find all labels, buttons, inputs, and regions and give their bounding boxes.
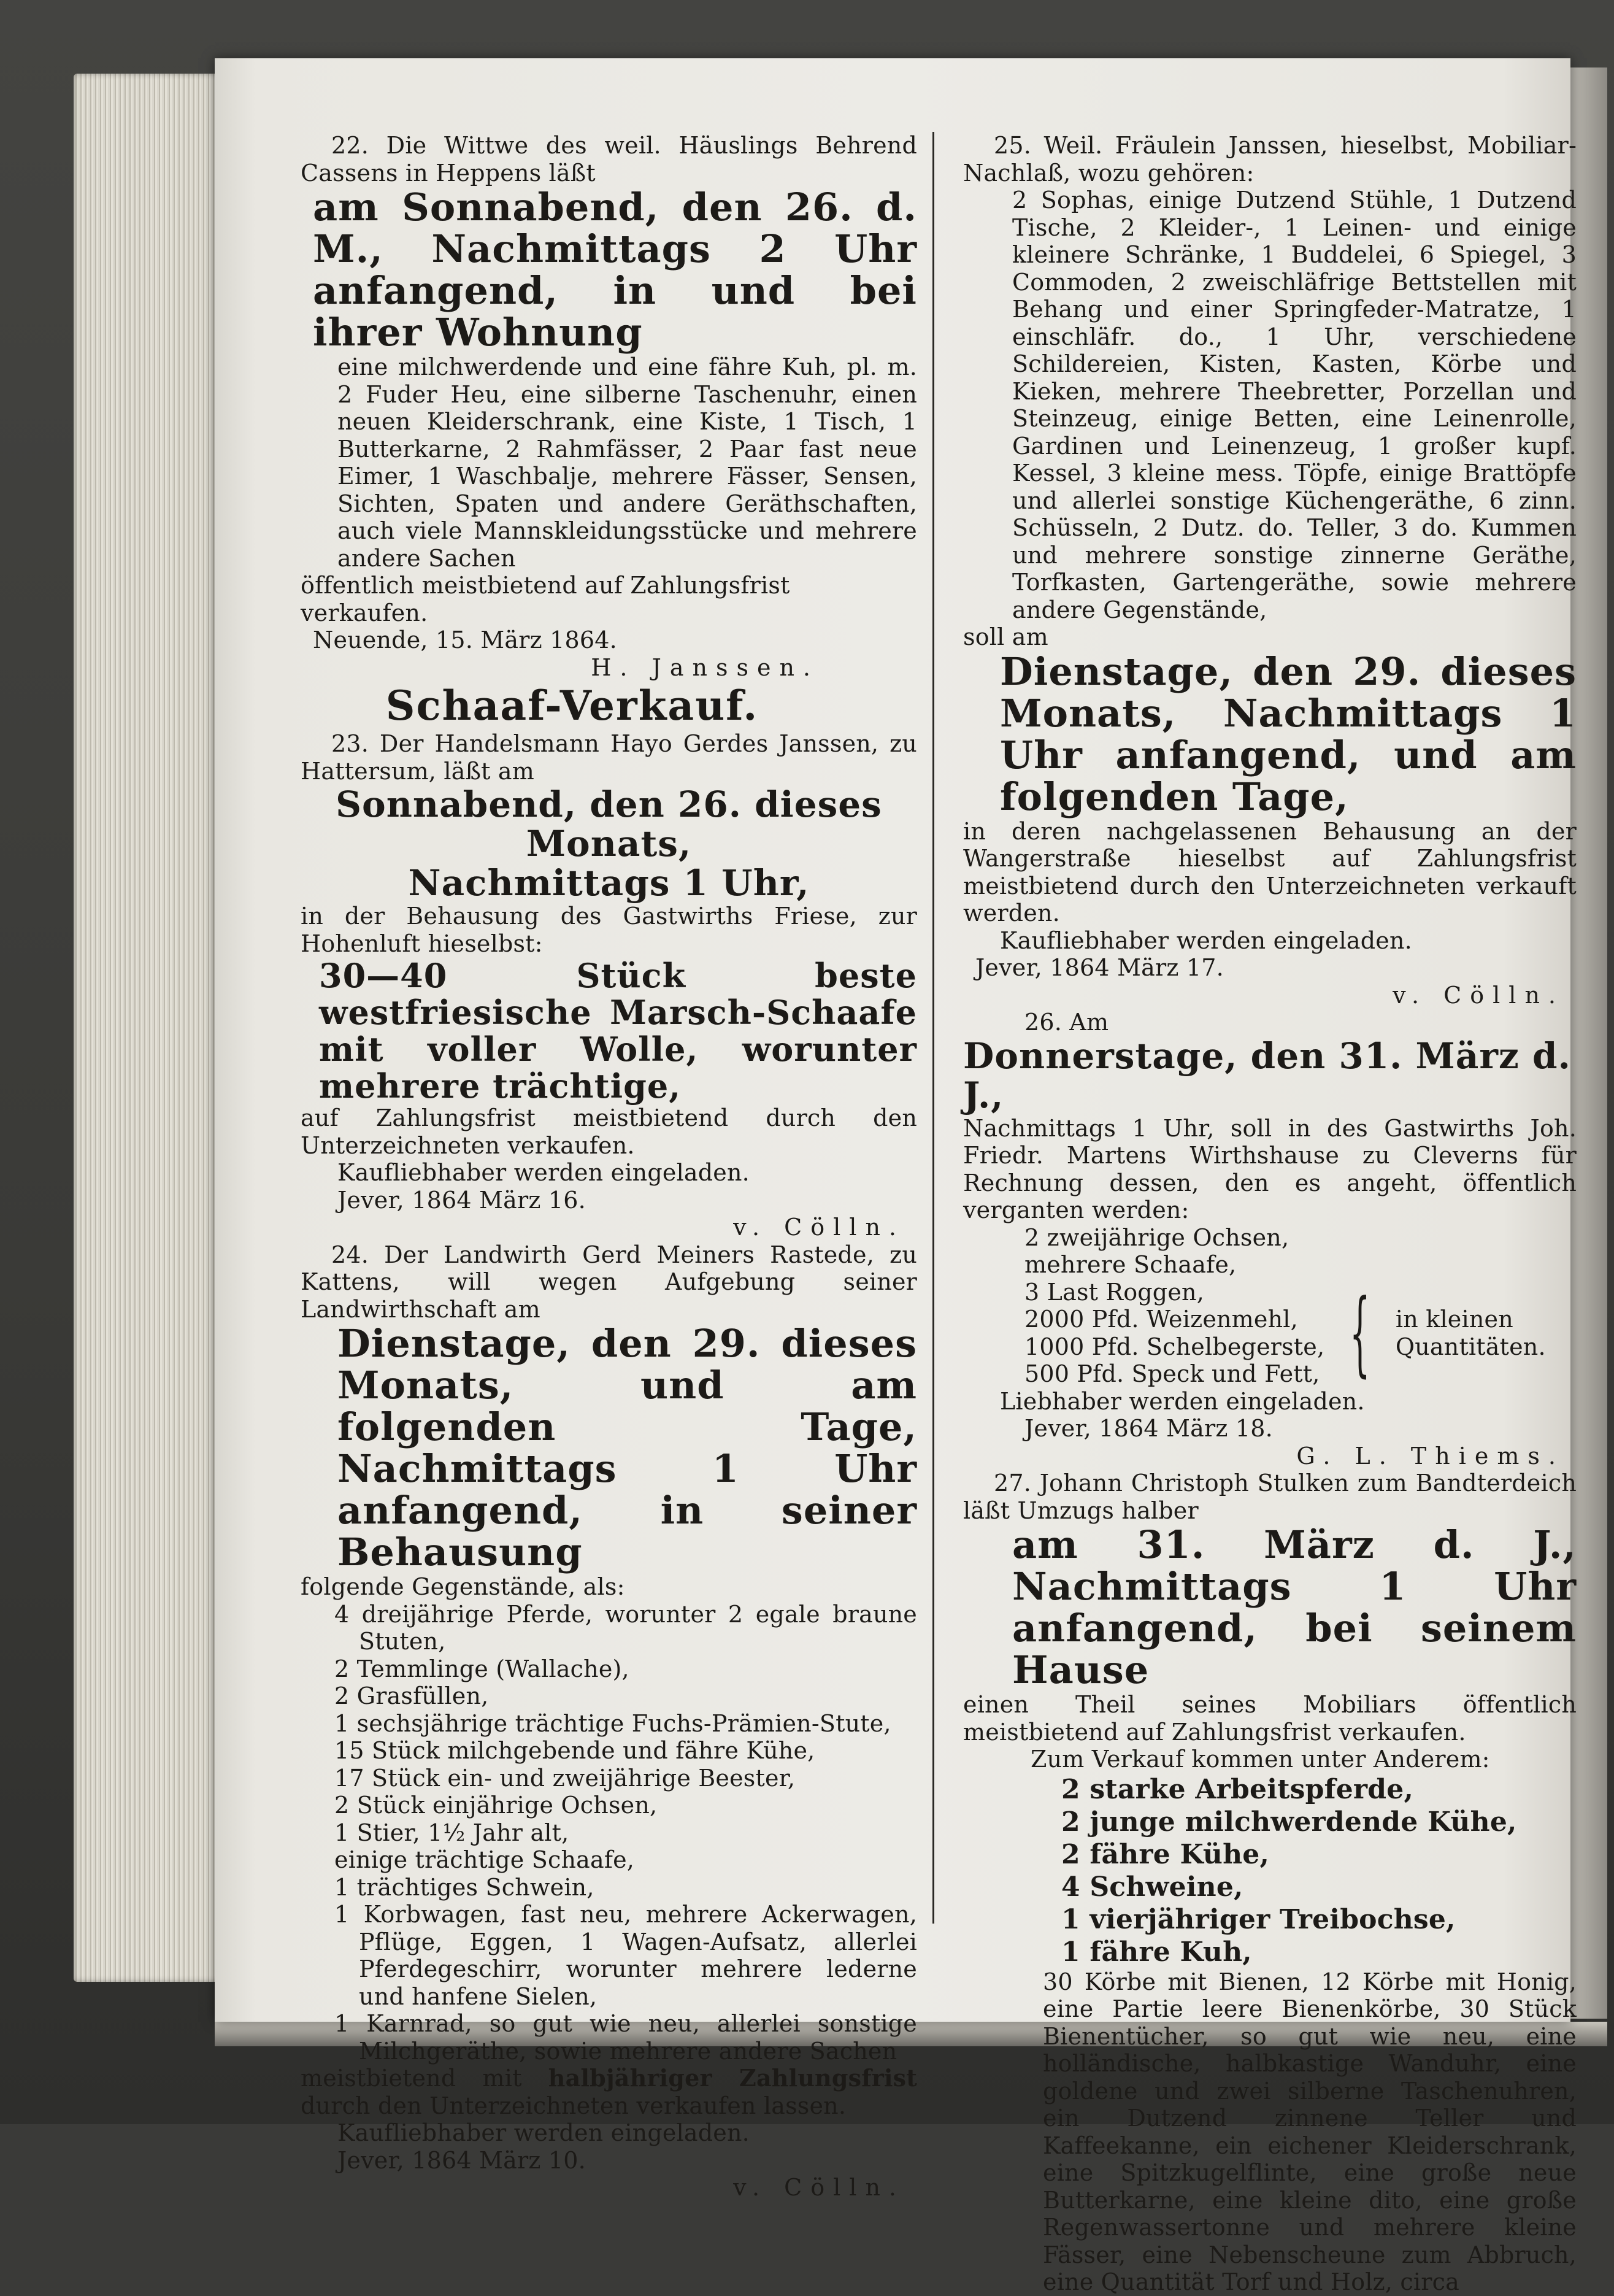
list-item: 1 fähre Kuh, xyxy=(1061,1936,1252,1968)
item-list xyxy=(301,1601,917,2065)
notice-place-date: Jever, 1864 März 17. xyxy=(975,954,1224,981)
notice-closing: öffentlich meistbietend auf Zahlungsfrist verkaufen. xyxy=(301,572,790,626)
braced-items xyxy=(963,1279,1577,1388)
list-item: 2 Grasfüllen, xyxy=(334,1682,489,1709)
notice-signature: G. L. Thiems. xyxy=(1296,1442,1564,1470)
notice-26 xyxy=(963,1009,1577,1470)
notice-closing-emphasis: halbjähriger Zahlungsfrist xyxy=(548,2064,917,2092)
notice-headline: Dienstage, den 29. dieses Monats, Nachmittags 1 Uhr anfangend, und am folgenden Tage, xyxy=(1000,649,1577,819)
notice-goods: 30—40 Stück beste westfriesische Marsch-Schaafe mit voller Wolle, worunter mehrere trächtige, xyxy=(319,956,917,1106)
list-item: mehrere Schaafe, xyxy=(1024,1251,1237,1278)
list-item: 2 starke Arbeitspferde, xyxy=(1061,1773,1413,1805)
list-item: einige trächtige Schaafe, xyxy=(334,1846,635,1873)
notice-headline: am 31. März d. J., Nachmittags 1 Uhr anfangend, bei seinem Hause xyxy=(1012,1522,1577,1692)
notice-items: eine milchwerdende und eine fähre Kuh, pl. m. 2 Fuder Heu, eine silberne Taschenuhr, einen neuen Kleiderschrank, eine Kiste, 1 Tisch, 1 Butterkarne, 2 Rahmfässer, 2 Paar fast neue Eimer, 1 Waschbalje, mehrere Fässer, Sensen, Sichten, Spaten und andere Geräthschaften, auch viele Mannskleidungsstücke und mehrere andere Sachen xyxy=(337,353,917,572)
notice-invite: Kaufliebhaber werden eingeladen. xyxy=(1000,926,1412,954)
notice-headline: am Sonnabend, den 26. d. M., Nachmittags 2 Uhr anfangend, in und bei ihrer Wohnung xyxy=(313,185,917,355)
section-title: Schaaf-Verkauf. xyxy=(385,682,759,730)
list-item: 500 Pfd. Speck und Fett, xyxy=(1024,1360,1320,1387)
brace-glyph: { xyxy=(1350,1279,1370,1387)
notice-text: einen Theil seines Mobiliars öffentlich meistbietend auf Zahlungsfrist verkaufen. xyxy=(963,1691,1577,1746)
notice-intro: 25. Weil. Fräulein Janssen, hieselbst, Mobiliar-Nachlaß, wozu gehören: xyxy=(963,132,1577,187)
list-item: 1 Karnrad, so gut wie neu, allerlei sonstige Milchgeräthe, sowie mehrere andere Sachen xyxy=(334,2010,917,2065)
left-column xyxy=(301,132,917,2202)
notice-lead: folgende Gegenstände, als: xyxy=(301,1573,625,1600)
notice-22 xyxy=(301,132,917,681)
notice-signature: v. Cölln. xyxy=(733,2174,905,2201)
notice-intro: 23. Der Handelsmann Hayo Gerdes Janssen, zu Hattersum, läßt am xyxy=(301,730,917,785)
list-item: 2 junge milchwerdende Kühe, xyxy=(1061,1806,1517,1838)
notice-lead: soll am xyxy=(963,623,1048,650)
list-item: 1 Korbwagen, fast neu, mehrere Ackerwagen, Pflüge, Eggen, 1 Wagen-Aufsatz, allerlei Pferdegeschirr, worunter mehrere lederne und hanfene Sielen, xyxy=(334,1901,917,2010)
list-item: 4 dreijährige Pferde, worunter 2 egale braune Stuten, xyxy=(334,1600,917,1655)
notice-signature: v. Cölln. xyxy=(1393,981,1564,1009)
notice-headline: Sonnabend, den 26. dieses Monats, xyxy=(336,784,882,865)
book-page-edges xyxy=(74,74,221,1982)
list-item: 1 vierjähriger Treibochse, xyxy=(1061,1903,1456,1935)
notice-closing: auf Zahlungsfrist meistbietend durch den Unterzeichneten verkaufen. xyxy=(301,1104,917,1159)
notice-location: in der Behausung des Gastwirths Friese, zur Hohenluft hieselbst: xyxy=(301,903,917,957)
list-item: 1 trächtiges Schwein, xyxy=(334,1873,594,1901)
notice-closing: in deren nachgelassenen Behausung an der Wangerstraße hieselbst auf Zahlungsfrist meistbietend durch den Unterzeichneten verkauft werden. xyxy=(963,817,1577,926)
right-column xyxy=(963,132,1577,2296)
notice-headline: Donnerstage, den 31. März d. J., xyxy=(963,1034,1571,1116)
notice-intro: 27. Johann Christoph Stulken zum Bandterdeich läßt Umzugs halber xyxy=(963,1470,1577,1524)
notice-place-date: Jever, 1864 März 10. xyxy=(337,2146,586,2174)
notice-signature: v. Cölln. xyxy=(733,1214,905,1241)
notice-invite: Kaufliebhaber werden eingeladen. xyxy=(337,2119,750,2146)
notice-closing-post: durch den Unterzeichneten verkaufen lassen. xyxy=(301,2092,847,2119)
list-item: 1 sechsjährige trächtige Fuchs-Prämien-Stute, xyxy=(334,1709,891,1737)
notice-place-date: Jever, 1864 März 16. xyxy=(337,1186,586,1214)
notice-headline-time: Nachmittags 1 Uhr, xyxy=(408,862,810,904)
notice-lead: Zum Verkauf kommen unter Anderem: xyxy=(1031,1746,1490,1773)
list-item: 3 Last Roggen, xyxy=(1024,1278,1204,1306)
notice-text: Nachmittags 1 Uhr, soll in des Gastwirths Joh. Friedr. Martens Wirthshause zu Cleverns für Rechnung dessen, den es angeht, öffentlich verganten werden: xyxy=(963,1114,1577,1223)
notice-signature: H. Janssen. xyxy=(591,653,819,681)
list-item: 1 Stier, 1½ Jahr alt, xyxy=(334,1819,569,1846)
notice-items: 2 Sophas, einige Dutzend Stühle, 1 Dutzend Tische, 2 Kleider-, 1 Leinen- und einige kleinere Schränke, 1 Buddelei, 6 Spiegel, 3 Commoden, 2 zweischläfrige Bettstellen mit Behang und einer Springfeder-Matratze, 1 einschläfr. do., 1 Uhr, verschiedene Schildereien, Kisten, Kasten, Körbe und Kieken, mehrere Theebretter, Porzellan und Steinzeug, einige Betten, eine Leinenrolle, Gardinen und Leinenzeug, 1 großer kupf. Kessel, 3 kleine mess. Töpfe, einige Brattöpfe und allerlei sonstige Küchengeräthe, 6 zinn. Schüsseln, 2 Dutz. do. Teller, 3 do. Kummen und mehrere sonstige zinnerne Geräthe, Torfkasten, Gartengeräthe, sowie mehrere andere Gegenstände, xyxy=(1012,187,1577,623)
list-item: 17 Stück ein- und zweijährige Beester, xyxy=(334,1764,796,1792)
column-divider xyxy=(932,132,934,1924)
notice-27 xyxy=(963,1470,1577,2296)
notice-intro: 26. Am xyxy=(1024,1009,1109,1036)
list-item: 4 Schweine, xyxy=(1061,1871,1243,1903)
notice-headline: Dienstage, den 29. dieses Monats, und am folgenden Tage, Nachmittags 1 Uhr anfangend, in seiner Behausung xyxy=(337,1321,917,1574)
notice-24 xyxy=(301,1241,917,2202)
notice-intro: 22. Die Wittwe des weil. Häuslings Behrend Cassens in Heppens läßt xyxy=(301,132,917,187)
list-item: 2 fähre Kühe, xyxy=(1061,1838,1270,1870)
notice-invite: Kaufliebhaber werden eingeladen. xyxy=(337,1159,750,1186)
list-item: 1000 Pfd. Schelbegerste, xyxy=(1024,1333,1325,1360)
notice-rest: 30 Körbe mit Bienen, 12 Körbe mit Honig, eine Partie leere Bienenkörbe, 30 Stück Bienentücher, so gut wie neu, eine holländische, halbkastige Wanduhr, eine goldene und zwei silberne Taschenuhren, ein Dutzend zinnene Teller und Kaffeekanne, ein eichener Kleiderschrank, eine Spitzkugelflinte, eine große neue Butterkarne, eine kleine dito, eine große Regenwassertonne und mehrere kleine Fässer, eine Nebenscheune zum Abbruch, eine Quantität Torf und Holz, circa xyxy=(1043,1968,1577,2295)
notice-place-date: Neuende, 15. März 1864. xyxy=(313,626,617,653)
notice-invite: Liebhaber werden eingeladen. xyxy=(1000,1387,1365,1415)
notice-25 xyxy=(963,132,1577,1009)
notice-closing-pre: meistbietend mit xyxy=(301,2065,522,2092)
notice-place-date: Jever, 1864 März 18. xyxy=(1024,1415,1273,1442)
list-item: 2000 Pfd. Weizenmehl, xyxy=(1024,1306,1298,1333)
notice-23 xyxy=(301,730,917,1241)
list-item: 2 Stück einjährige Ochsen, xyxy=(334,1792,658,1819)
brace-label: in kleinen Quantitäten. xyxy=(1395,1306,1546,1360)
list-item: 2 zweijährige Ochsen, xyxy=(1024,1223,1289,1251)
list-item: 15 Stück milchgebende und fähre Kühe, xyxy=(334,1737,815,1764)
notice-intro: 24. Der Landwirth Gerd Meiners Rastede, zu Kattens, will wegen Aufgebung seiner Landwirthschaft am xyxy=(301,1241,917,1323)
list-item: 2 Temmlinge (Wallache), xyxy=(334,1655,629,1682)
